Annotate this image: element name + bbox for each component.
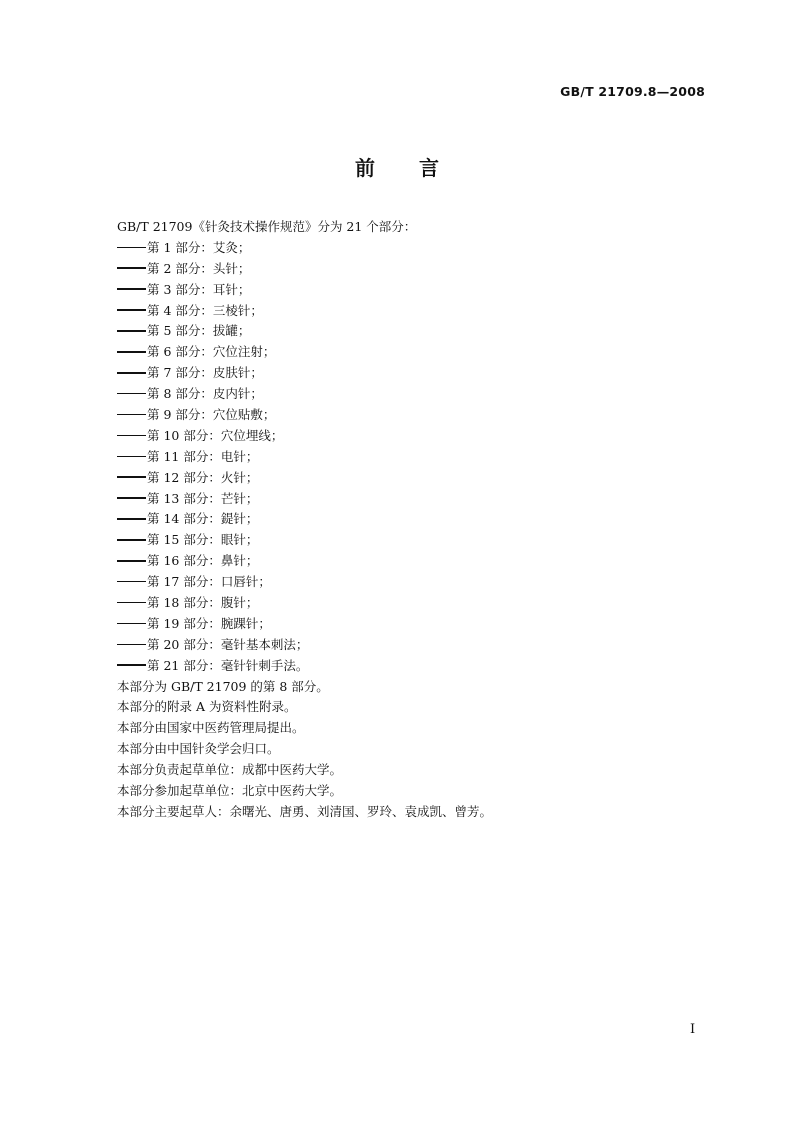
dash-mark <box>117 267 146 269</box>
statement-line: 本部分由国家中医药管理局提出。 <box>117 720 305 736</box>
standard-code: GB/T 21709.8—2008 <box>560 84 705 99</box>
list-item-text: 第 10 部分：穴位埋线； <box>147 427 284 443</box>
dash-mark <box>117 414 146 416</box>
dash-mark <box>117 518 146 520</box>
dash-mark <box>117 497 146 499</box>
list-item <box>117 426 717 447</box>
page-title-char-1: 前 <box>355 156 375 180</box>
list-item-text: 第 9 部分：穴位贴敷； <box>147 407 276 423</box>
parts-list <box>117 238 717 677</box>
dash-mark <box>117 288 146 290</box>
dash-mark <box>117 664 146 666</box>
list-item <box>117 614 717 635</box>
list-item-text: 第 1 部分：艾灸； <box>147 239 251 255</box>
list-item-text: 第 2 部分：头针； <box>147 260 251 276</box>
intro-line: GB/T 21709《针灸技术操作规范》分为 21 个部分： <box>117 219 417 234</box>
list-item-text: 第 16 部分：鼻针； <box>147 553 259 569</box>
dash-mark <box>117 623 146 625</box>
list-item-text: 第 13 部分：芒针； <box>147 490 259 506</box>
list-item <box>117 384 717 405</box>
list-item <box>117 551 717 572</box>
dash-mark <box>117 393 146 395</box>
dash-mark <box>117 644 146 646</box>
page-number: I <box>690 1022 696 1037</box>
list-item-text: 第 12 部分：火针； <box>147 469 259 485</box>
list-item <box>117 238 717 259</box>
foreword-body <box>117 217 717 823</box>
statement-line: 本部分为 GB/T 21709 的第 8 部分。 <box>117 678 329 694</box>
list-item <box>117 342 717 363</box>
list-item <box>117 321 717 342</box>
list-item-text: 第 7 部分：皮肤针； <box>147 365 263 381</box>
statements <box>117 677 717 823</box>
dash-mark <box>117 330 146 332</box>
dash-mark <box>117 560 146 562</box>
statement-line: 本部分由中国针灸学会归口。 <box>117 741 280 757</box>
list-item <box>117 447 717 468</box>
list-item <box>117 656 717 677</box>
list-item <box>117 468 717 489</box>
list-item <box>117 509 717 530</box>
dash-mark <box>117 435 146 437</box>
dash-mark <box>117 309 146 311</box>
statement-line: 本部分参加起草单位：北京中医药大学。 <box>117 783 343 799</box>
page-title-char-2: 言 <box>419 156 439 180</box>
list-item-text: 第 17 部分：口唇针； <box>147 574 271 590</box>
list-item-text: 第 11 部分：电针； <box>147 448 259 464</box>
dash-mark <box>117 456 146 458</box>
statement-line: 本部分的附录 A 为资料性附录。 <box>117 699 297 715</box>
list-item <box>117 405 717 426</box>
list-item <box>117 280 717 301</box>
list-item <box>117 593 717 614</box>
list-item-text: 第 8 部分：皮内针； <box>147 386 263 402</box>
list-item-text: 第 14 部分：鍉针； <box>147 511 259 527</box>
dash-mark <box>117 351 146 353</box>
list-item-text: 第 15 部分：眼针； <box>147 532 259 548</box>
statement-line: 本部分负责起草单位：成都中医药大学。 <box>117 762 343 778</box>
dash-mark <box>117 602 146 604</box>
list-item-text: 第 20 部分：毫针基本刺法； <box>147 636 309 652</box>
dash-mark <box>117 247 146 249</box>
list-item-text: 第 18 部分：腹针； <box>147 595 259 611</box>
list-item <box>117 363 717 384</box>
list-item <box>117 259 717 280</box>
dash-mark <box>117 581 146 583</box>
list-item-text: 第 21 部分：毫针针刺手法。 <box>147 657 309 673</box>
list-item-text: 第 3 部分：耳针； <box>147 281 251 297</box>
list-item <box>117 530 717 551</box>
list-item <box>117 489 717 510</box>
dash-mark <box>117 476 146 478</box>
statement-line: 本部分主要起草人：余曙光、唐勇、刘清国、罗玲、袁成凯、曾芳。 <box>117 803 493 819</box>
list-item <box>117 635 717 656</box>
list-item-text: 第 19 部分：腕踝针； <box>147 615 271 631</box>
dash-mark <box>117 539 146 541</box>
list-item <box>117 301 717 322</box>
list-item-text: 第 6 部分：穴位注射； <box>147 344 276 360</box>
list-item <box>117 572 717 593</box>
list-item-text: 第 5 部分：拔罐； <box>147 323 251 339</box>
dash-mark <box>117 372 146 374</box>
page-title <box>0 152 794 181</box>
list-item-text: 第 4 部分：三棱针； <box>147 302 263 318</box>
